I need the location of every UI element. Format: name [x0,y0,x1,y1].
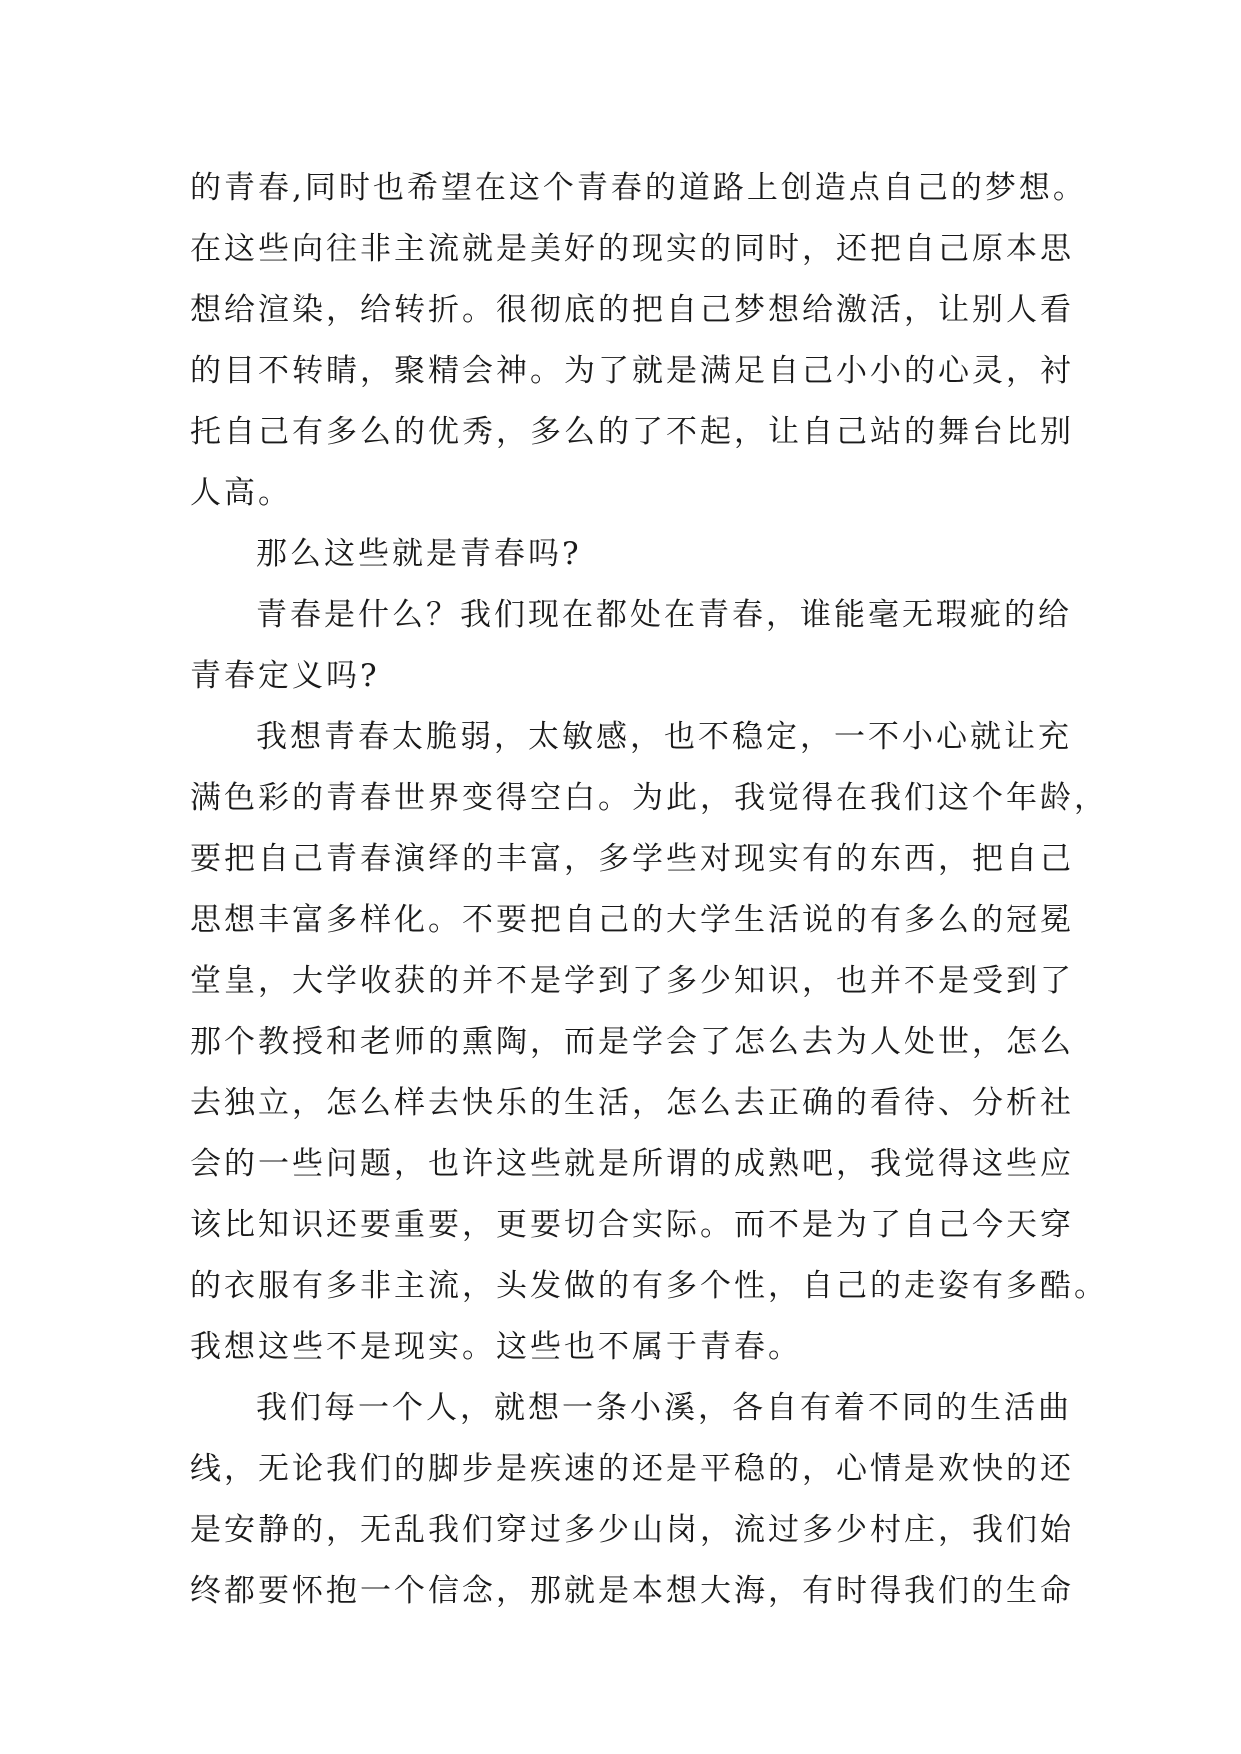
text-line: 那个教授和老师的熏陶，而是学会了怎么去为人处世，怎么 [190,1024,1074,1060]
text-line: 在这些向往非主流就是美好的现实的同时，还把自己原本思 [190,231,1074,267]
text-line: 会的一些问题，也许这些就是所谓的成熟吧，我觉得这些应 [190,1146,1074,1182]
body-text [190,158,1108,1622]
text-line: 去独立，怎么样去快乐的生活，怎么去正确的看待、分析社 [190,1085,1074,1121]
text-line: 的目不转睛，聚精会神。为了就是满足自己小小的心灵，衬 [190,353,1074,389]
text-line: 青春是什么？我们现在都处在青春，谁能毫无瑕疵的给 [256,597,1072,633]
text-line: 青春定义吗? [190,658,380,694]
text-line: 我想青春太脆弱，太敏感，也不稳定，一不小心就让充 [256,719,1072,755]
text-line: 思想丰富多样化。不要把自己的大学生活说的有多么的冠冕 [190,902,1074,938]
text-line: 我们每一个人，就想一条小溪，各自有着不同的生活曲 [256,1390,1072,1426]
text-line: 那么这些就是青春吗? [256,536,582,572]
text-line: 人高。 [190,475,292,511]
text-line: 要把自己青春演绎的丰富，多学些对现实有的东西，把自己 [190,841,1074,877]
text-line: 我想这些不是现实。这些也不属于青春。 [190,1329,802,1365]
text-line: 托自己有多么的优秀，多么的了不起，让自己站的舞台比别 [190,414,1074,450]
text-line: 的青春,同时也希望在这个青春的道路上创造点自己的梦想。 [190,170,1087,206]
text-line: 满色彩的青春世界变得空白。为此，我觉得在我们这个年龄， [190,780,1108,816]
text-line: 堂皇，大学收获的并不是学到了多少知识，也并不是受到了 [190,963,1074,999]
text-line: 想给渲染，给转折。很彻底的把自己梦想给激活，让别人看 [190,292,1074,328]
text-line: 终都要怀抱一个信念，那就是本想大海，有时得我们的生命 [190,1573,1074,1609]
text-line: 该比知识还要重要，更要切合实际。而不是为了自己今天穿 [190,1207,1074,1243]
text-line: 线，无论我们的脚步是疾速的还是平稳的，心情是欢快的还 [190,1451,1074,1487]
text-line: 是安静的，无乱我们穿过多少山岗，流过多少村庄，我们始 [190,1512,1074,1548]
text-line: 的衣服有多非主流，头发做的有多个性，自己的走姿有多酷。 [190,1268,1108,1304]
